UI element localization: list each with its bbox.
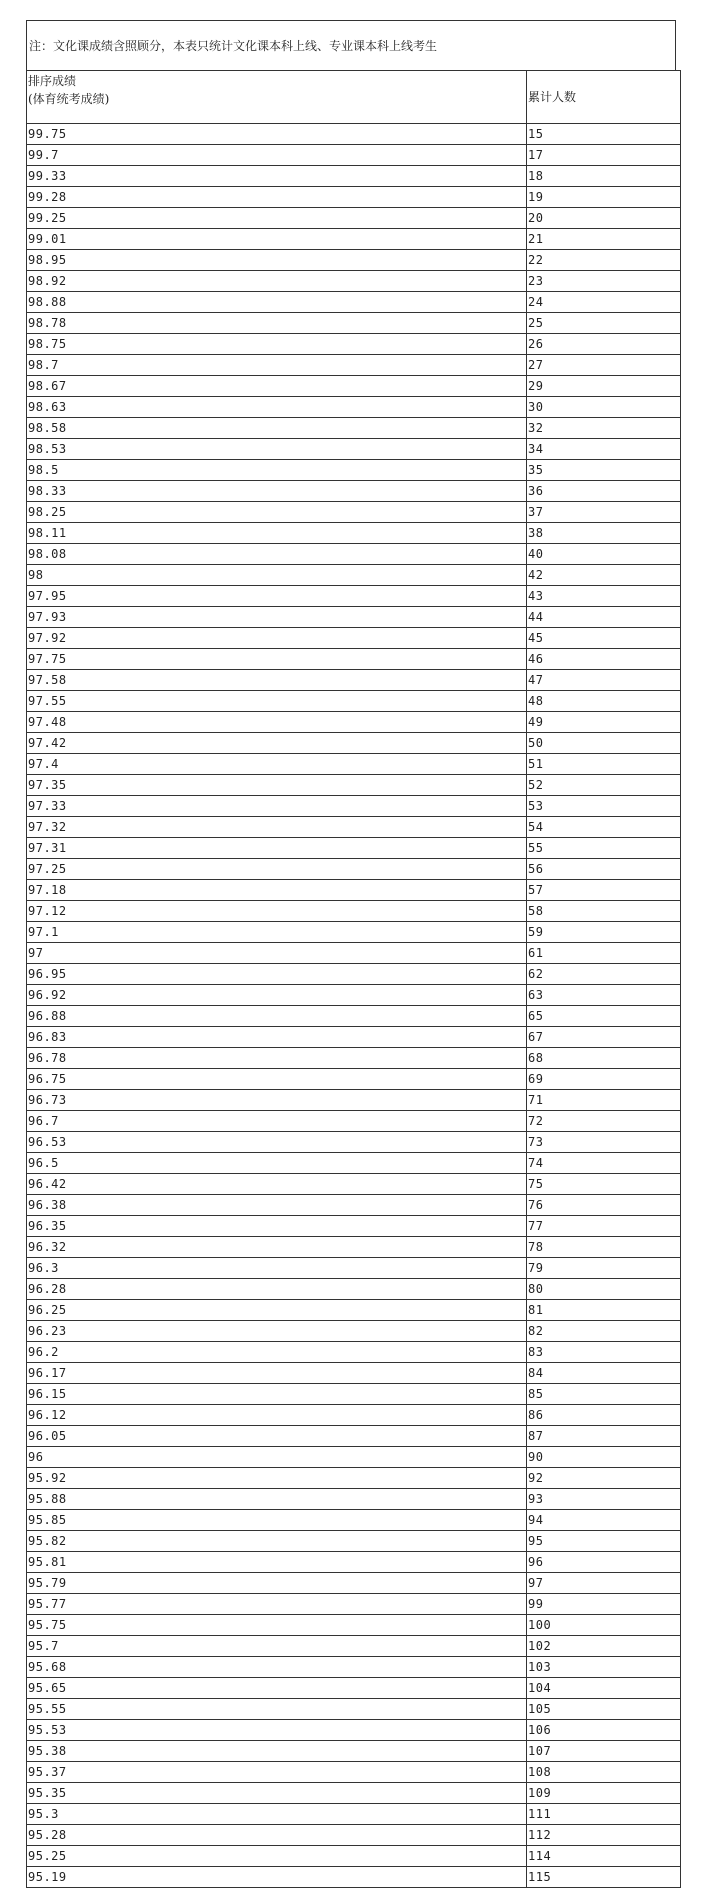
count-cell: 103: [527, 1657, 681, 1678]
count-cell: 29: [527, 376, 681, 397]
score-cell: 95.92: [27, 1468, 527, 1489]
table-row: [27, 376, 681, 397]
score-cell: 96.17: [27, 1363, 527, 1384]
score-cell: 98.95: [27, 250, 527, 271]
count-cell: 56: [527, 859, 681, 880]
table-row: [27, 439, 681, 460]
table-row: [27, 1678, 681, 1699]
table-row: [27, 817, 681, 838]
table-row: [27, 922, 681, 943]
score-cell: 95.38: [27, 1741, 527, 1762]
count-cell: 112: [527, 1825, 681, 1846]
count-cell: 95: [527, 1531, 681, 1552]
table-row: [27, 1363, 681, 1384]
score-cell: 96.2: [27, 1342, 527, 1363]
header-score-line1: 排序成绩: [28, 74, 77, 88]
count-cell: 84: [527, 1363, 681, 1384]
count-cell: 94: [527, 1510, 681, 1531]
count-cell: 115: [527, 1867, 681, 1888]
table-row: [27, 1027, 681, 1048]
table-row: [27, 733, 681, 754]
score-cell: 96.12: [27, 1405, 527, 1426]
count-cell: 17: [527, 145, 681, 166]
table-row: [27, 124, 681, 145]
count-cell: 83: [527, 1342, 681, 1363]
table-row: [27, 607, 681, 628]
score-cell: 95.28: [27, 1825, 527, 1846]
count-cell: 102: [527, 1636, 681, 1657]
table-row: [27, 355, 681, 376]
table-row: [27, 1447, 681, 1468]
count-cell: 57: [527, 880, 681, 901]
table-row: [27, 418, 681, 439]
count-cell: 24: [527, 292, 681, 313]
table-row: [27, 796, 681, 817]
count-cell: 27: [527, 355, 681, 376]
table-row: [27, 397, 681, 418]
table-row: [27, 775, 681, 796]
score-cell: 96.42: [27, 1174, 527, 1195]
table-row: [27, 1783, 681, 1804]
score-cell: 96.53: [27, 1132, 527, 1153]
score-cell: 97.33: [27, 796, 527, 817]
count-cell: 18: [527, 166, 681, 187]
score-cell: 95.75: [27, 1615, 527, 1636]
table-row: [27, 1048, 681, 1069]
count-cell: 72: [527, 1111, 681, 1132]
count-cell: 67: [527, 1027, 681, 1048]
count-cell: 74: [527, 1153, 681, 1174]
count-cell: 68: [527, 1048, 681, 1069]
table-row: [27, 1741, 681, 1762]
header-count: 累计人数: [527, 71, 681, 124]
count-cell: 44: [527, 607, 681, 628]
table-row: [27, 1405, 681, 1426]
score-cell: 98.5: [27, 460, 527, 481]
table-row: [27, 1720, 681, 1741]
table-row: [27, 1573, 681, 1594]
table-row: [27, 271, 681, 292]
count-cell: 107: [527, 1741, 681, 1762]
table-row: [27, 985, 681, 1006]
count-cell: 19: [527, 187, 681, 208]
score-cell: 97.31: [27, 838, 527, 859]
score-cell: 98.7: [27, 355, 527, 376]
score-cell: 99.75: [27, 124, 527, 145]
count-cell: 105: [527, 1699, 681, 1720]
table-row: [27, 1279, 681, 1300]
table-row: [27, 964, 681, 985]
count-cell: 26: [527, 334, 681, 355]
count-cell: 75: [527, 1174, 681, 1195]
score-cell: 99.28: [27, 187, 527, 208]
table-row: [27, 1552, 681, 1573]
score-cell: 95.65: [27, 1678, 527, 1699]
count-cell: 35: [527, 460, 681, 481]
count-cell: 71: [527, 1090, 681, 1111]
score-cell: 96.7: [27, 1111, 527, 1132]
table-row: [27, 1804, 681, 1825]
count-cell: 37: [527, 502, 681, 523]
table-row: [27, 1300, 681, 1321]
score-cell: 96.05: [27, 1426, 527, 1447]
count-cell: 80: [527, 1279, 681, 1300]
score-cell: 97.55: [27, 691, 527, 712]
score-cell: 96.25: [27, 1300, 527, 1321]
table-row: [27, 1216, 681, 1237]
score-cell: 97.93: [27, 607, 527, 628]
score-cell: 96.73: [27, 1090, 527, 1111]
count-cell: 108: [527, 1762, 681, 1783]
score-cell: 97: [27, 943, 527, 964]
score-cell: 98.67: [27, 376, 527, 397]
score-cell: 95.35: [27, 1783, 527, 1804]
table-row: [27, 838, 681, 859]
count-cell: 79: [527, 1258, 681, 1279]
score-cell: 98.63: [27, 397, 527, 418]
table-row: [27, 208, 681, 229]
table-row: [27, 1174, 681, 1195]
count-cell: 22: [527, 250, 681, 271]
count-cell: 21: [527, 229, 681, 250]
count-cell: 65: [527, 1006, 681, 1027]
score-cell: 98.78: [27, 313, 527, 334]
score-cell: 97.4: [27, 754, 527, 775]
score-cell: 98.25: [27, 502, 527, 523]
table-row: [27, 1510, 681, 1531]
count-cell: 50: [527, 733, 681, 754]
count-cell: 46: [527, 649, 681, 670]
score-cell: 97.75: [27, 649, 527, 670]
count-cell: 104: [527, 1678, 681, 1699]
table-row: [27, 166, 681, 187]
table-row: [27, 1006, 681, 1027]
table-row: [27, 334, 681, 355]
table-row: [27, 229, 681, 250]
table-row: [27, 1468, 681, 1489]
count-cell: 36: [527, 481, 681, 502]
count-cell: 53: [527, 796, 681, 817]
score-cell: 96.83: [27, 1027, 527, 1048]
table-row: [27, 1342, 681, 1363]
table-row: [27, 292, 681, 313]
score-cell: 97.1: [27, 922, 527, 943]
table-row: [27, 859, 681, 880]
count-cell: 42: [527, 565, 681, 586]
count-cell: 109: [527, 1783, 681, 1804]
header-score: [27, 71, 527, 124]
score-cell: 95.88: [27, 1489, 527, 1510]
score-cell: 96.3: [27, 1258, 527, 1279]
score-cell: 97.12: [27, 901, 527, 922]
score-cell: 96.92: [27, 985, 527, 1006]
score-cell: 96.78: [27, 1048, 527, 1069]
score-table: [26, 70, 681, 1888]
table-note: 注：文化课成绩含照顾分，本表只统计文化课本科上线、专业课本科上线考生: [26, 20, 676, 70]
table-row: [27, 1825, 681, 1846]
score-cell: 99.33: [27, 166, 527, 187]
score-cell: 98: [27, 565, 527, 586]
table-row: [27, 523, 681, 544]
count-cell: 100: [527, 1615, 681, 1636]
table-row: [27, 187, 681, 208]
score-cell: 95.81: [27, 1552, 527, 1573]
count-cell: 99: [527, 1594, 681, 1615]
score-cell: 99.25: [27, 208, 527, 229]
table-row: [27, 1258, 681, 1279]
table-row: [27, 1195, 681, 1216]
count-cell: 47: [527, 670, 681, 691]
score-cell: 99.01: [27, 229, 527, 250]
count-cell: 15: [527, 124, 681, 145]
score-cell: 97.25: [27, 859, 527, 880]
count-cell: 93: [527, 1489, 681, 1510]
table-row: [27, 649, 681, 670]
table-row: [27, 1657, 681, 1678]
count-cell: 106: [527, 1720, 681, 1741]
count-cell: 87: [527, 1426, 681, 1447]
score-cell: 95.79: [27, 1573, 527, 1594]
table-row: [27, 943, 681, 964]
table-row: [27, 1384, 681, 1405]
table-row: [27, 460, 681, 481]
score-cell: 96.32: [27, 1237, 527, 1258]
table-row: [27, 1321, 681, 1342]
table-row: [27, 145, 681, 166]
score-cell: 96.35: [27, 1216, 527, 1237]
table-row: [27, 481, 681, 502]
score-cell: 98.75: [27, 334, 527, 355]
score-cell: 97.18: [27, 880, 527, 901]
count-cell: 81: [527, 1300, 681, 1321]
score-cell: 96.88: [27, 1006, 527, 1027]
score-cell: 97.32: [27, 817, 527, 838]
count-cell: 43: [527, 586, 681, 607]
count-cell: 30: [527, 397, 681, 418]
table-row: [27, 1636, 681, 1657]
count-cell: 40: [527, 544, 681, 565]
score-cell: 95.7: [27, 1636, 527, 1657]
count-cell: 58: [527, 901, 681, 922]
score-cell: 97.42: [27, 733, 527, 754]
score-cell: 95.68: [27, 1657, 527, 1678]
count-cell: 62: [527, 964, 681, 985]
count-cell: 49: [527, 712, 681, 733]
score-table-sheet: [26, 20, 676, 1888]
count-cell: 96: [527, 1552, 681, 1573]
table-row: [27, 1426, 681, 1447]
table-row: [27, 1846, 681, 1867]
table-row: [27, 691, 681, 712]
table-row: [27, 670, 681, 691]
count-cell: 54: [527, 817, 681, 838]
count-cell: 69: [527, 1069, 681, 1090]
count-cell: 25: [527, 313, 681, 334]
table-row: [27, 1699, 681, 1720]
table-row: [27, 1867, 681, 1888]
table-row: [27, 1615, 681, 1636]
score-cell: 97.48: [27, 712, 527, 733]
table-row: [27, 1531, 681, 1552]
score-cell: 97.95: [27, 586, 527, 607]
count-cell: 82: [527, 1321, 681, 1342]
table-row: [27, 313, 681, 334]
table-row: [27, 901, 681, 922]
table-row: [27, 586, 681, 607]
table-row: [27, 1762, 681, 1783]
score-cell: 96: [27, 1447, 527, 1468]
count-cell: 23: [527, 271, 681, 292]
count-cell: 34: [527, 439, 681, 460]
table-row: [27, 502, 681, 523]
count-cell: 63: [527, 985, 681, 1006]
table-row: [27, 565, 681, 586]
score-cell: 95.77: [27, 1594, 527, 1615]
count-cell: 32: [527, 418, 681, 439]
count-cell: 92: [527, 1468, 681, 1489]
score-cell: 97.92: [27, 628, 527, 649]
table-row: [27, 1237, 681, 1258]
count-cell: 85: [527, 1384, 681, 1405]
table-row: [27, 1153, 681, 1174]
table-row: [27, 1090, 681, 1111]
table-row: [27, 1132, 681, 1153]
count-cell: 45: [527, 628, 681, 649]
table-header-row: [27, 71, 681, 124]
score-cell: 95.25: [27, 1846, 527, 1867]
count-cell: 51: [527, 754, 681, 775]
score-cell: 98.11: [27, 523, 527, 544]
count-cell: 52: [527, 775, 681, 796]
score-cell: 95.55: [27, 1699, 527, 1720]
score-cell: 98.53: [27, 439, 527, 460]
score-cell: 98.88: [27, 292, 527, 313]
table-row: [27, 712, 681, 733]
table-row: [27, 544, 681, 565]
count-cell: 73: [527, 1132, 681, 1153]
score-cell: 95.19: [27, 1867, 527, 1888]
table-row: [27, 1594, 681, 1615]
count-cell: 55: [527, 838, 681, 859]
count-cell: 86: [527, 1405, 681, 1426]
count-cell: 20: [527, 208, 681, 229]
count-cell: 61: [527, 943, 681, 964]
table-row: [27, 1069, 681, 1090]
table-row: [27, 880, 681, 901]
table-row: [27, 1111, 681, 1132]
count-cell: 48: [527, 691, 681, 712]
score-cell: 96.38: [27, 1195, 527, 1216]
count-cell: 76: [527, 1195, 681, 1216]
score-cell: 95.3: [27, 1804, 527, 1825]
table-row: [27, 1489, 681, 1510]
count-cell: 90: [527, 1447, 681, 1468]
count-cell: 77: [527, 1216, 681, 1237]
count-cell: 38: [527, 523, 681, 544]
score-cell: 97.58: [27, 670, 527, 691]
score-cell: 98.33: [27, 481, 527, 502]
score-cell: 96.5: [27, 1153, 527, 1174]
count-cell: 111: [527, 1804, 681, 1825]
count-cell: 114: [527, 1846, 681, 1867]
count-cell: 59: [527, 922, 681, 943]
table-row: [27, 628, 681, 649]
score-cell: 95.82: [27, 1531, 527, 1552]
score-cell: 99.7: [27, 145, 527, 166]
score-cell: 95.37: [27, 1762, 527, 1783]
count-cell: 97: [527, 1573, 681, 1594]
score-cell: 98.58: [27, 418, 527, 439]
score-cell: 96.75: [27, 1069, 527, 1090]
header-score-line2: (体育统考成绩): [28, 92, 110, 106]
count-cell: 78: [527, 1237, 681, 1258]
score-cell: 98.92: [27, 271, 527, 292]
score-cell: 96.23: [27, 1321, 527, 1342]
table-row: [27, 754, 681, 775]
score-cell: 96.15: [27, 1384, 527, 1405]
score-cell: 95.85: [27, 1510, 527, 1531]
score-cell: 96.28: [27, 1279, 527, 1300]
score-cell: 96.95: [27, 964, 527, 985]
score-cell: 97.35: [27, 775, 527, 796]
score-cell: 98.08: [27, 544, 527, 565]
score-cell: 95.53: [27, 1720, 527, 1741]
table-row: [27, 250, 681, 271]
